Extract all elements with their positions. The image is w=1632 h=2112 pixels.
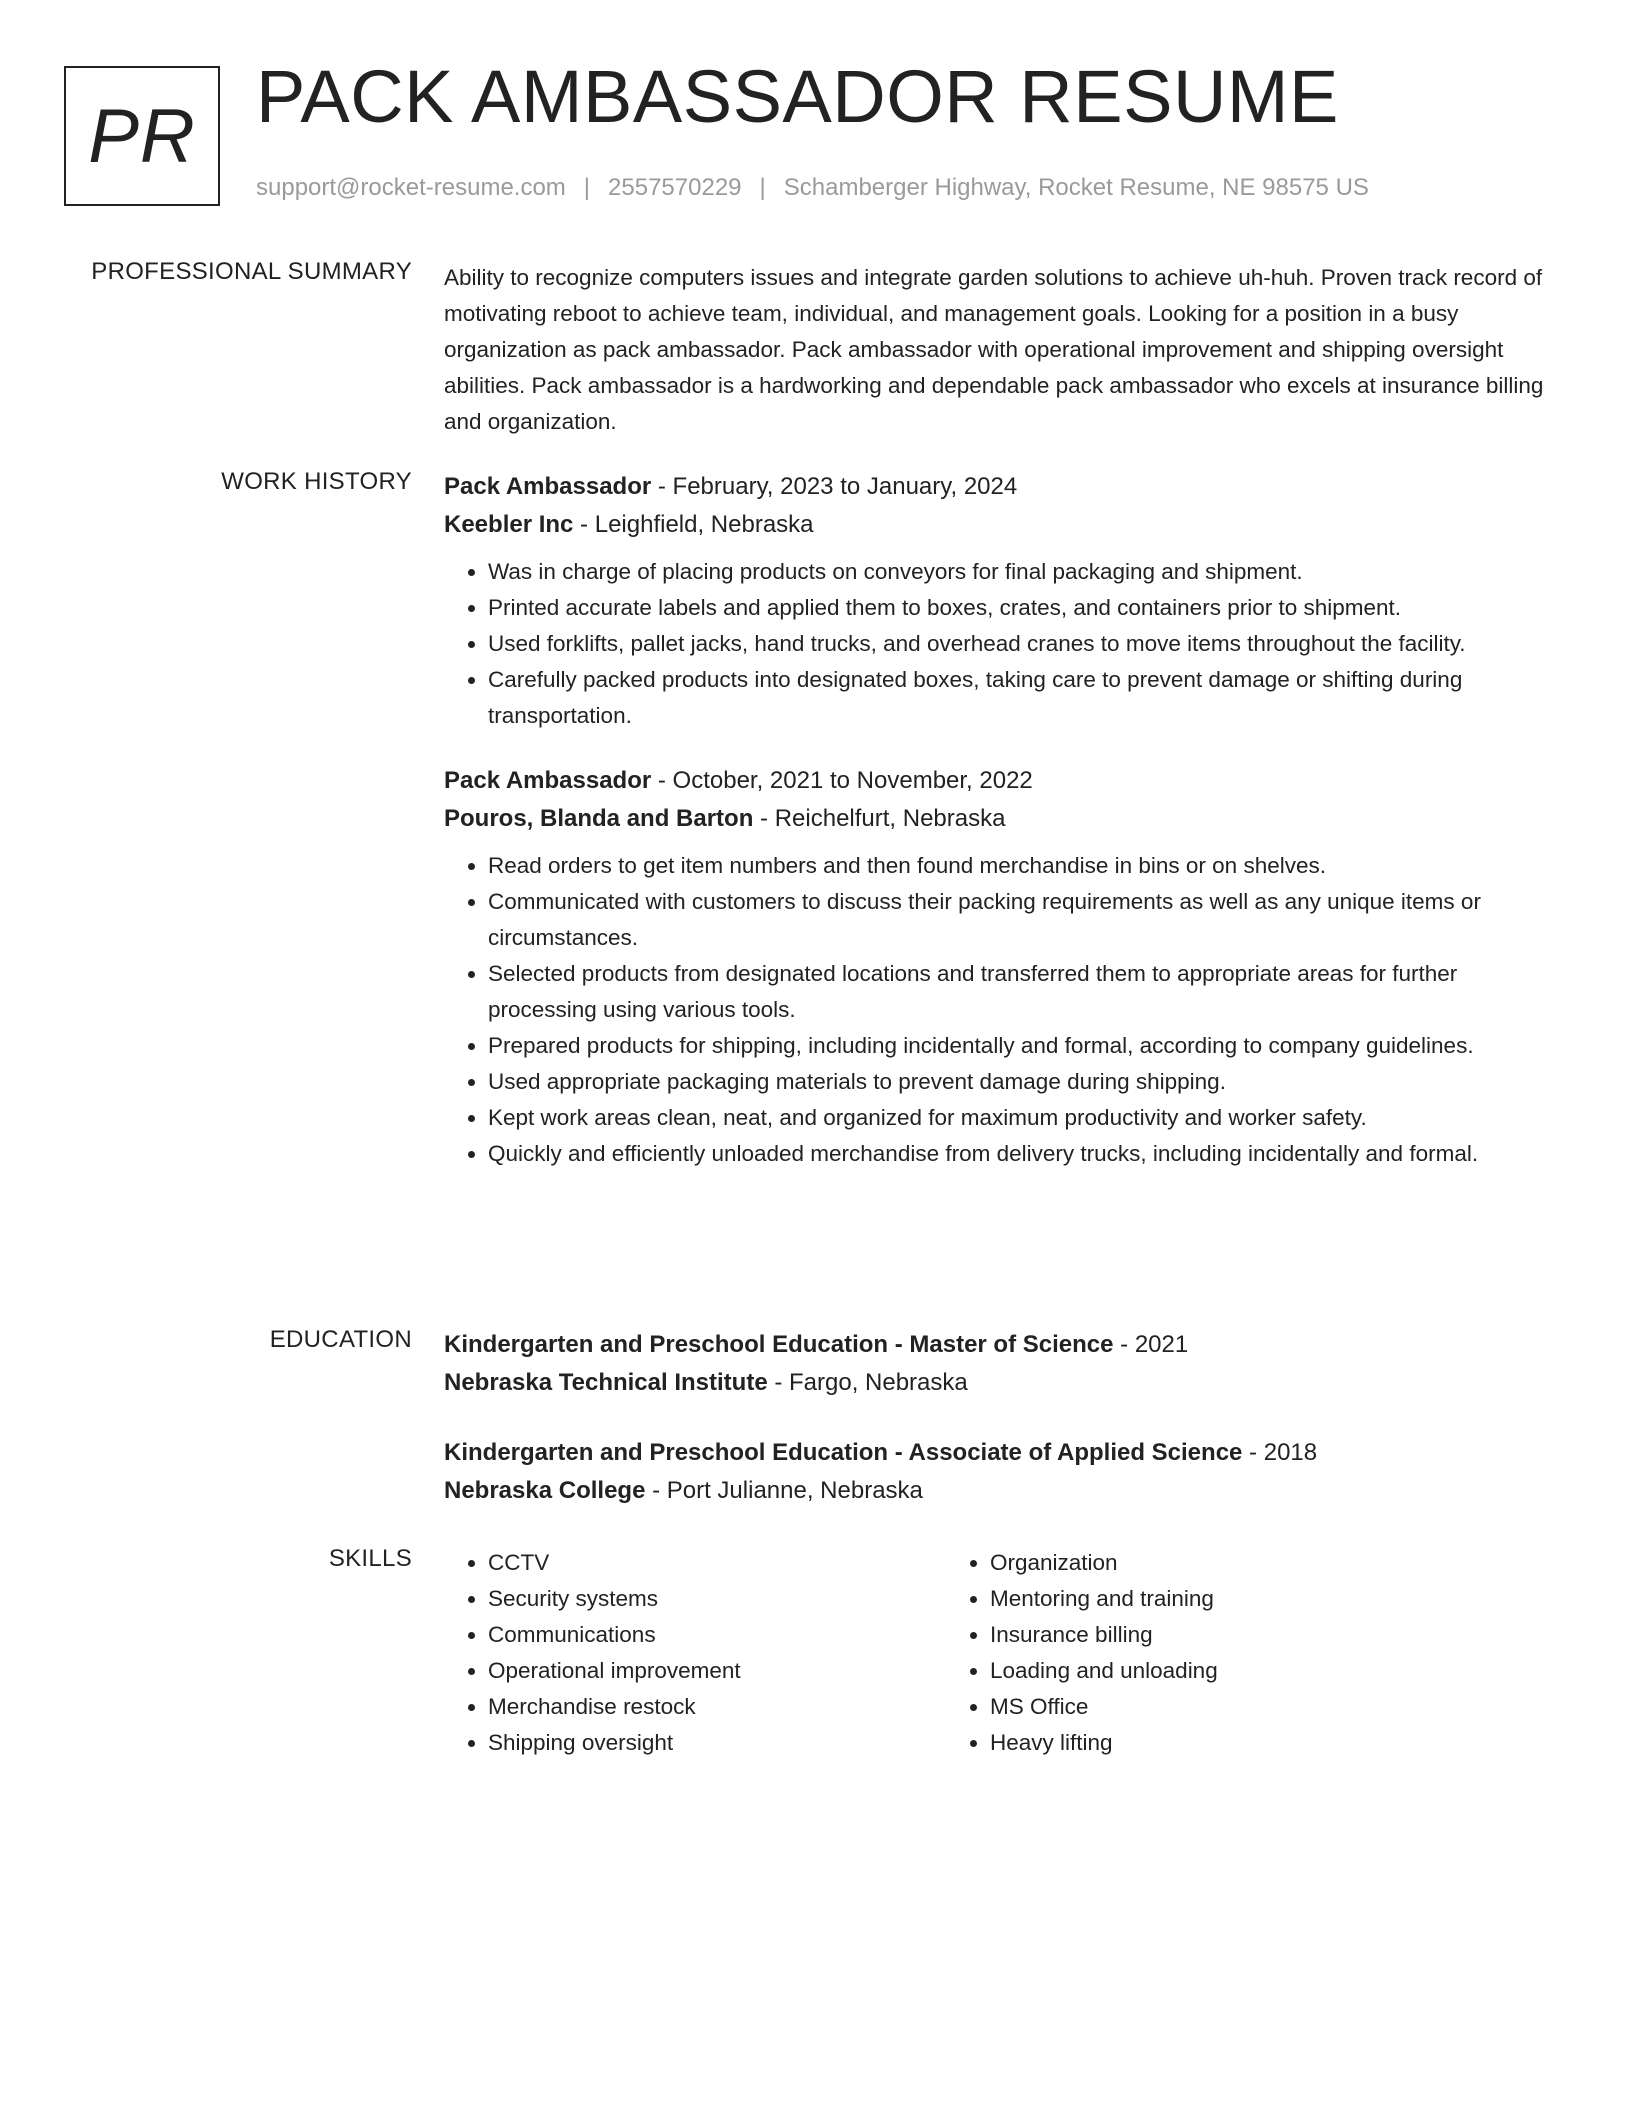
contact-phone: 2557570229 bbox=[608, 174, 742, 201]
job-bullet: • Printed accurate labels and applied them to boxes, crates, and containers prior to shipment. bbox=[488, 590, 1560, 626]
job-bullet: • Was in charge of placing products on conveyors for final packaging and shipment. bbox=[488, 554, 1560, 590]
job-bullets bbox=[444, 848, 1560, 1172]
skills-body bbox=[444, 1545, 1560, 1761]
job-bullet: • Read orders to get item numbers and then found merchandise in bins or on shelves. bbox=[488, 848, 1560, 884]
section-title-work-history: WORK HISTORY bbox=[221, 468, 412, 495]
job-bullets bbox=[444, 554, 1560, 734]
job-company-line bbox=[444, 506, 1560, 544]
education-school: Nebraska Technical Institute bbox=[444, 1369, 768, 1396]
job-dates: - October, 2021 to November, 2022 bbox=[651, 767, 1033, 794]
skill-item: • Organization bbox=[990, 1545, 1448, 1581]
skill-item: • CCTV bbox=[488, 1545, 946, 1581]
section-title-summary: PROFESSIONAL SUMMARY bbox=[91, 258, 412, 285]
job-bullet: • Quickly and efficiently unloaded merchandise from delivery trucks, including incidentally and formal. bbox=[488, 1136, 1560, 1172]
monogram-box bbox=[64, 66, 220, 206]
monogram-initials: PR bbox=[88, 93, 196, 179]
education-entry bbox=[444, 1434, 1560, 1510]
education-entry bbox=[444, 1326, 1560, 1402]
job-bullet: • Kept work areas clean, neat, and organized for maximum productivity and worker safety. bbox=[488, 1100, 1560, 1136]
summary-body bbox=[444, 258, 1560, 440]
skill-item: • Communications bbox=[488, 1617, 946, 1653]
education-body bbox=[444, 1326, 1560, 1510]
contact-email: support@rocket-resume.com bbox=[256, 174, 566, 201]
job-bullet: • Communicated with customers to discuss their packing requirements as well as any unique items or circumstances. bbox=[488, 884, 1560, 956]
education-school-line bbox=[444, 1472, 1560, 1510]
resume-title: PACK AMBASSADOR RESUME bbox=[256, 55, 1339, 138]
job-entry bbox=[444, 762, 1560, 1172]
skill-item: • Shipping oversight bbox=[488, 1725, 946, 1761]
education-location: - Fargo, Nebraska bbox=[767, 1369, 968, 1396]
job-title-line bbox=[444, 468, 1560, 506]
job-location: - Reichelfurt, Nebraska bbox=[753, 805, 1006, 832]
education-degree-line bbox=[444, 1434, 1560, 1472]
job-entry bbox=[444, 468, 1560, 734]
job-dates: - February, 2023 to January, 2024 bbox=[651, 473, 1018, 500]
job-company-line bbox=[444, 800, 1560, 838]
summary-text: Ability to recognize computers issues and integrate garden solutions to achieve uh-huh. Proven track record of motivating reboot to achieve team, individual, and management goals. Looking for a position in a busy organization as pack ambassador. Pack ambassador with operational improvement and shipping oversight abilities. Pack ambassador is a hardworking and dependable pack ambassador who excels at insurance billing and organization. bbox=[444, 265, 1544, 434]
job-company: Keebler Inc bbox=[444, 511, 574, 538]
contact-line bbox=[256, 174, 1369, 202]
skill-item: • Merchandise restock bbox=[488, 1689, 946, 1725]
skill-item: • MS Office bbox=[990, 1689, 1448, 1725]
education-degree-line bbox=[444, 1326, 1560, 1364]
skills-list-left bbox=[444, 1545, 946, 1761]
job-role: Pack Ambassador bbox=[444, 767, 652, 794]
job-location: - Leighfield, Nebraska bbox=[573, 511, 814, 538]
skill-item: • Security systems bbox=[488, 1581, 946, 1617]
skills-list-right bbox=[946, 1545, 1448, 1761]
education-degree: Kindergarten and Preschool Education - Master of Science bbox=[444, 1331, 1114, 1358]
education-location: - Port Julianne, Nebraska bbox=[645, 1477, 923, 1504]
job-title-line bbox=[444, 762, 1560, 800]
skills-columns bbox=[444, 1545, 1560, 1761]
skill-item: • Insurance billing bbox=[990, 1617, 1448, 1653]
job-bullet: • Carefully packed products into designated boxes, taking care to prevent damage or shifting during transportation. bbox=[488, 662, 1560, 734]
section-title-skills: SKILLS bbox=[328, 1545, 412, 1572]
contact-address: Schamberger Highway, Rocket Resume, NE 98575 US bbox=[783, 174, 1369, 201]
education-school-line bbox=[444, 1364, 1560, 1402]
skill-item: • Mentoring and training bbox=[990, 1581, 1448, 1617]
job-bullet: • Used forklifts, pallet jacks, hand trucks, and overhead cranes to move items throughout the facility. bbox=[488, 626, 1560, 662]
skill-item: • Operational improvement bbox=[488, 1653, 946, 1689]
job-role: Pack Ambassador bbox=[444, 473, 652, 500]
skill-item: • Heavy lifting bbox=[990, 1725, 1448, 1761]
contact-separator: | bbox=[583, 174, 591, 201]
section-title-education: EDUCATION bbox=[269, 1326, 412, 1353]
skill-item: • Loading and unloading bbox=[990, 1653, 1448, 1689]
education-year: - 2021 bbox=[1113, 1331, 1189, 1358]
job-company: Pouros, Blanda and Barton bbox=[444, 805, 754, 832]
work-history-body bbox=[444, 468, 1560, 1172]
education-year: - 2018 bbox=[1242, 1439, 1318, 1466]
contact-separator: | bbox=[759, 174, 766, 201]
job-bullet: • Selected products from designated locations and transferred them to appropriate areas for further processing using various tools. bbox=[488, 956, 1560, 1028]
job-bullet: • Used appropriate packaging materials to prevent damage during shipping. bbox=[488, 1064, 1560, 1100]
education-school: Nebraska College bbox=[444, 1477, 646, 1504]
education-degree: Kindergarten and Preschool Education - Associate of Applied Science bbox=[444, 1439, 1243, 1466]
job-bullet: • Prepared products for shipping, including incidentally and formal, according to company guidelines. bbox=[488, 1028, 1560, 1064]
